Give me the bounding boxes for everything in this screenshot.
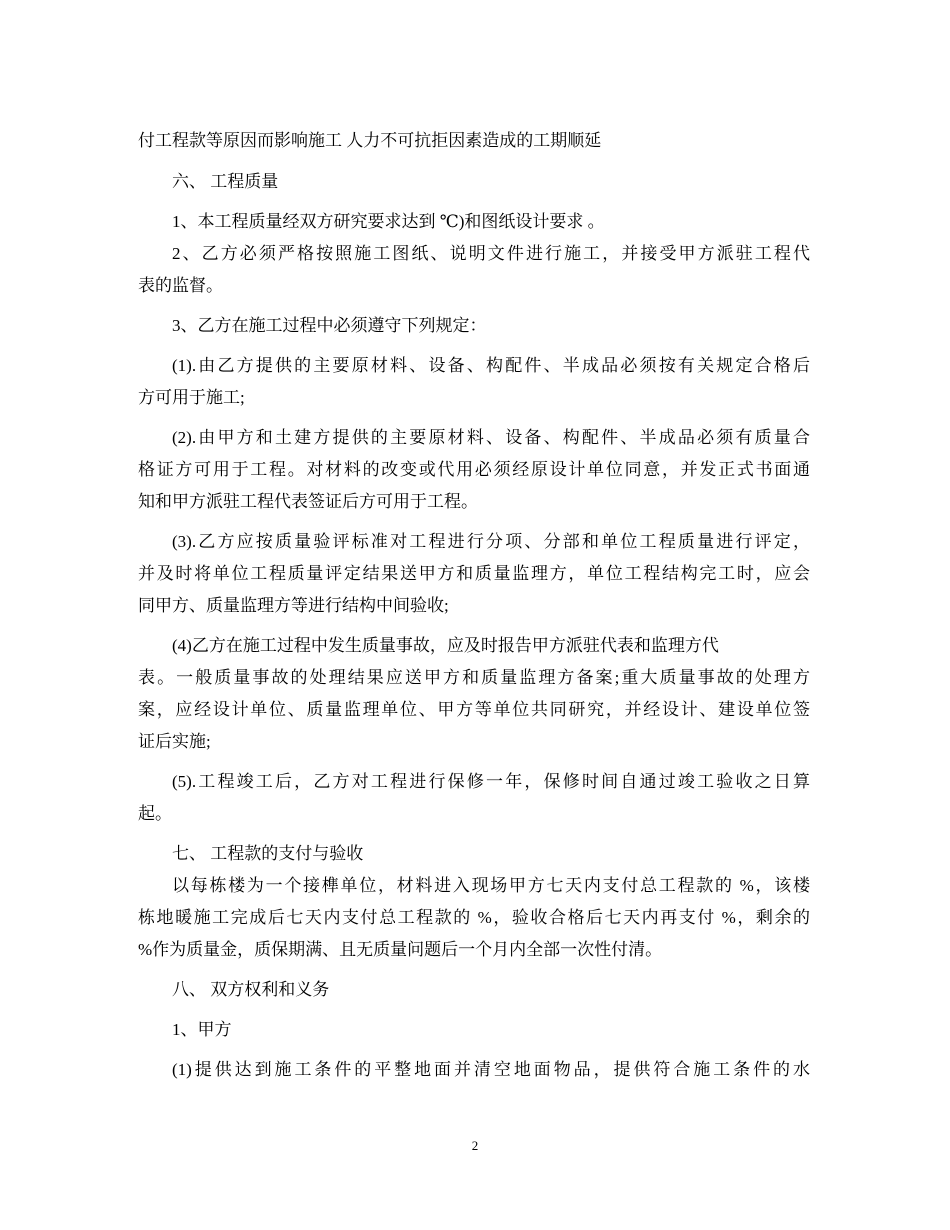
text-line: 方可用于施工; <box>138 388 245 407</box>
text-line: 付工程款等原因而影响施工 人力不可抗拒因素造成的工期顺延 <box>138 131 602 150</box>
text-line: 表的监督。 <box>138 276 223 295</box>
text-line: 2、乙方必须严格按照施工图纸、说明文件进行施工，并接受甲方派驻工程代 <box>172 244 810 263</box>
text-line: 表。一般质量事故的处理结果应送甲方和质量监理方备案;重大质量事故的处理方 <box>138 668 810 687</box>
text-line: 栋地暖施工完成后七天内支付总工程款的 %，验收合格后七天内再支付 %，剩余的 <box>138 908 810 927</box>
text-line: (3).乙方应按质量验评标准对工程进行分项、分部和单位工程质量进行评定， <box>172 532 810 551</box>
text-line: (4)乙方在施工过程中发生质量事故，应及时报告甲方派驻代表和监理方代 <box>172 636 719 655</box>
page-number: 2 <box>471 1138 479 1153</box>
text-line: 3、乙方在施工过程中必须遵守下列规定： <box>172 316 487 335</box>
text-line: (1).由乙方提供的主要原材料、设备、构配件、半成品必须按有关规定合格后 <box>172 356 810 375</box>
text-line: 同甲方、质量监理方等进行结构中间验收; <box>138 596 449 615</box>
text-line: 格证方可用于工程。对材料的改变或代用必须经原设计单位同意，并发正式书面通 <box>138 460 810 479</box>
text-line: (1)提供达到施工条件的平整地面并清空地面物品，提供符合施工条件的水 <box>172 1060 810 1079</box>
text-line: 1、本工程质量经双方研究要求达到 ℃)和图纸设计要求 。 <box>172 212 605 231</box>
section-heading: 八、 双方权利和义务 <box>172 980 330 999</box>
text-line: 1、甲方 <box>172 1020 232 1039</box>
text-line: (5).工程竣工后，乙方对工程进行保修一年，保修时间自通过竣工验收之日算 <box>172 772 810 791</box>
section-heading: 六、 工程质量 <box>172 172 279 191</box>
section-heading: 七、 工程款的支付与验收 <box>172 844 364 863</box>
text-line: 证后实施; <box>138 732 211 751</box>
text-line: 起。 <box>138 804 172 823</box>
text-line: 以每栋楼为一个接榫单位，材料进入现场甲方七天内支付总工程款的 %，该楼 <box>172 876 810 895</box>
text-line: 并及时将单位工程质量评定结果送甲方和质量监理方，单位工程结构完工时，应会 <box>138 564 810 583</box>
text-line: %作为质量金，质保期满、且无质量问题后一个月内全部一次性付清。 <box>138 940 663 959</box>
text-line: (2).由甲方和土建方提供的主要原材料、设备、构配件、半成品必须有质量合 <box>172 428 810 447</box>
text-line: 案，应经设计单位、质量监理单位、甲方等单位共同研究，并经设计、建设单位签 <box>138 700 810 719</box>
text-line: 知和甲方派驻工程代表签证后方可用于工程。 <box>138 492 478 511</box>
